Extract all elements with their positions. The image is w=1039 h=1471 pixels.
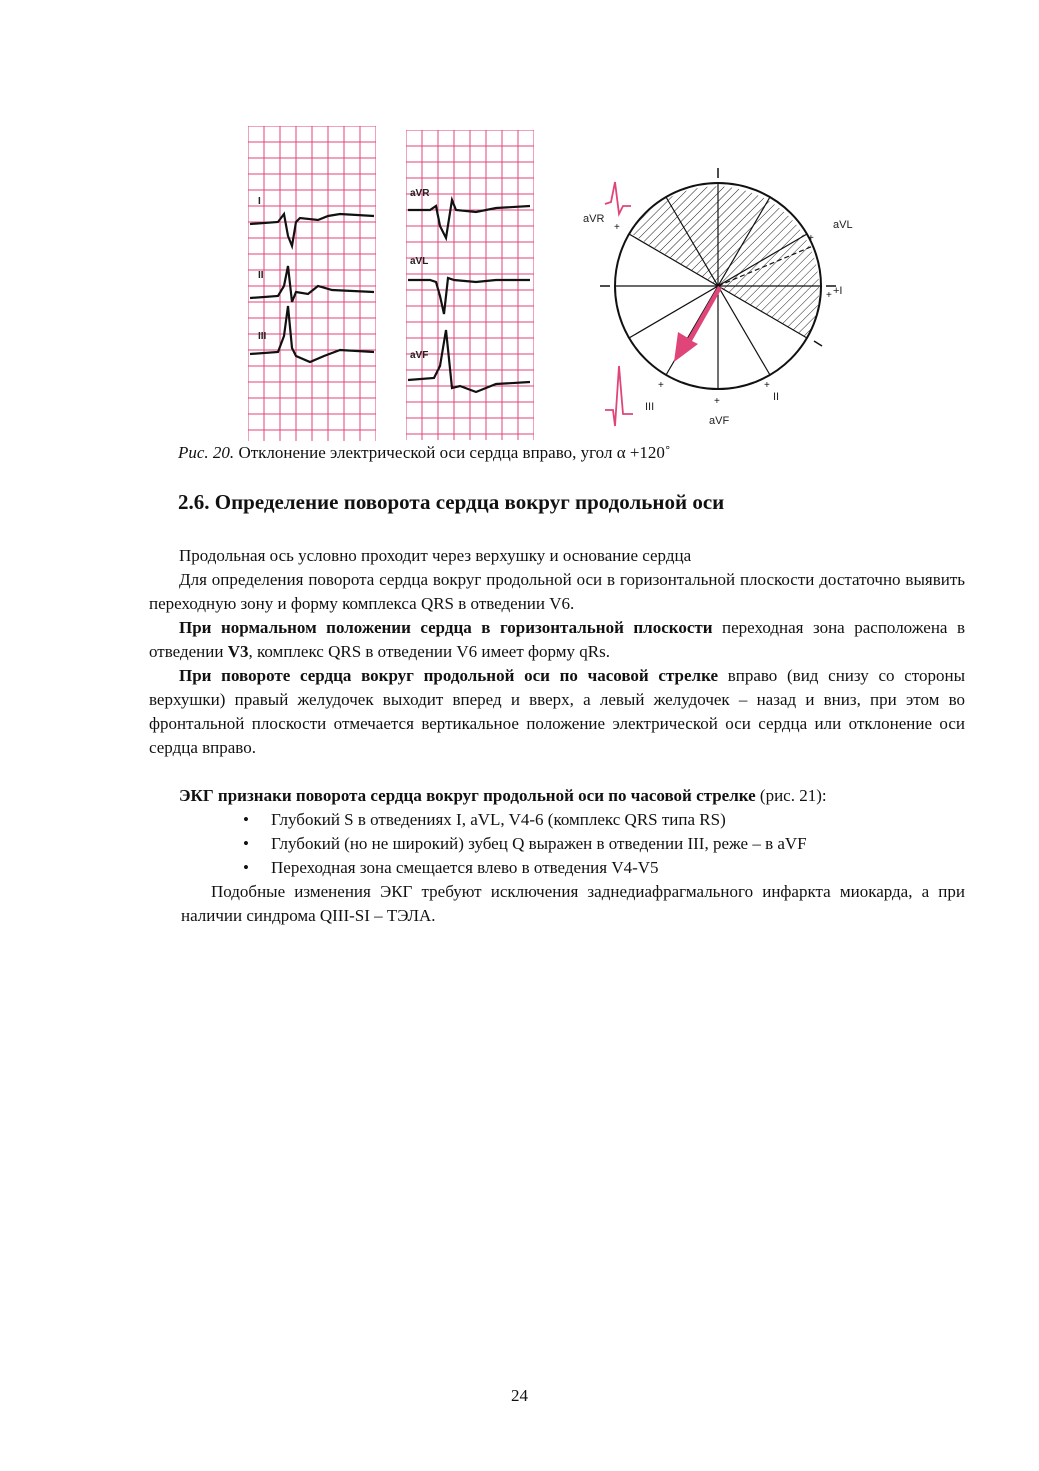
- svg-text:+: +: [826, 290, 832, 301]
- page-number: 24: [511, 1386, 528, 1405]
- lead-label-avl: aVL: [410, 256, 429, 267]
- ecg-trace-avf: [408, 330, 530, 392]
- svg-text:+: +: [714, 396, 720, 407]
- lead-label-avr: aVR: [410, 188, 430, 199]
- paragraph-2: Для определения поворота сердца вокруг продольной оси в горизонтальной плоскости достаточно выявить переходную зону и форму комплекса QRS в отведении V6.: [149, 570, 965, 613]
- ecg-trace-avr: [408, 200, 530, 238]
- paragraph-4-text: вправо (вид снизу со стороны верхушки) правый желудочек выходит вперед и вверх, а левый желудочек – назад и вниз, при этом во фронтальной плоскости отмечается вертикальное положение электрической оси сердца или отклонение оси сердца вправо.: [149, 666, 965, 757]
- hatched-sector: [630, 186, 819, 338]
- paragraph-4: [149, 664, 965, 760]
- figure-caption: [178, 442, 671, 464]
- svg-text:+: +: [764, 380, 770, 391]
- paragraph-5-bold: ЭКГ признаки поворота сердца вокруг продольной оси по часовой стрелке: [179, 786, 756, 805]
- paragraph-4-bold: При повороте сердца вокруг продольной оси по часовой стрелке: [179, 666, 718, 685]
- paragraph-1: Продольная ось условно проходит через верхушку и основание сердца: [179, 546, 692, 565]
- lead-label-iii: III: [258, 331, 267, 342]
- ecg-grid-1: [248, 126, 376, 441]
- paragraph-3-bold: При нормальном положении сердца в горизонтальной плоскости: [179, 618, 713, 637]
- ecg-grid-2: [406, 130, 534, 440]
- svg-text:+: +: [614, 222, 620, 233]
- svg-text:+: +: [808, 233, 814, 244]
- axis-label-iii: III: [645, 401, 655, 413]
- body-text: [149, 544, 965, 928]
- paragraph-3: [149, 616, 965, 664]
- figure-reference: Рис. 20.: [178, 443, 235, 462]
- hexaxial-svg: [575, 166, 875, 456]
- list-item: • Переходная зона смещается влево в отведения V4-V5: [271, 856, 965, 880]
- closing-block: [149, 880, 965, 928]
- avr-complex-icon: [605, 182, 631, 214]
- lead-label-avf: aVF: [410, 350, 429, 361]
- ecg-panel-augmented-leads: [406, 130, 534, 440]
- ecg-panel-limb-leads: [248, 126, 376, 441]
- paragraph-3-lead: V3: [227, 642, 249, 661]
- lead-label-i: I: [258, 196, 261, 207]
- axis-label-avl: aVL: [833, 219, 853, 231]
- axis-label-i: +I: [833, 285, 843, 297]
- lead-label-ii: II: [258, 270, 264, 281]
- paragraph-3-text: переходная зона расположена в отведении: [149, 618, 965, 661]
- iii-complex-icon: [605, 366, 633, 426]
- list-item: • Глубокий (но не широкий) зубец Q выражен в отведении III, реже – в aVF: [271, 832, 965, 856]
- paragraph-5-text: (рис. 21):: [755, 786, 827, 805]
- axis-label-avf: aVF: [709, 415, 730, 427]
- axis-label-avr: aVR: [583, 213, 605, 225]
- caption-text: Отклонение электрической оси сердца вправо, угол α +120˚: [238, 443, 671, 462]
- list-item: • Глубокий S в отведениях I, aVL, V4-6 (комплекс QRS типа RS): [271, 808, 965, 832]
- ecg-signs-list: [149, 808, 965, 880]
- paragraph-5: [149, 784, 965, 808]
- section-title: 2.6. Определение поворота сердца вокруг продольной оси: [178, 490, 725, 514]
- svg-text:+: +: [658, 380, 664, 391]
- closing-paragraph: Подобные изменения ЭКГ требуют исключения заднедиафрагмального инфаркта миокарда, а при наличии синдрома QIII-SI – ТЭЛА.: [181, 882, 965, 925]
- ecg-trace-avl: [408, 278, 530, 314]
- hexaxial-diagram: [575, 166, 875, 456]
- paragraph-3-text-2: , комплекс QRS в отведении V6 имеет форму qRs.: [248, 642, 610, 661]
- figure-ecg-axis: [240, 118, 880, 448]
- axis-label-ii: II: [773, 391, 780, 403]
